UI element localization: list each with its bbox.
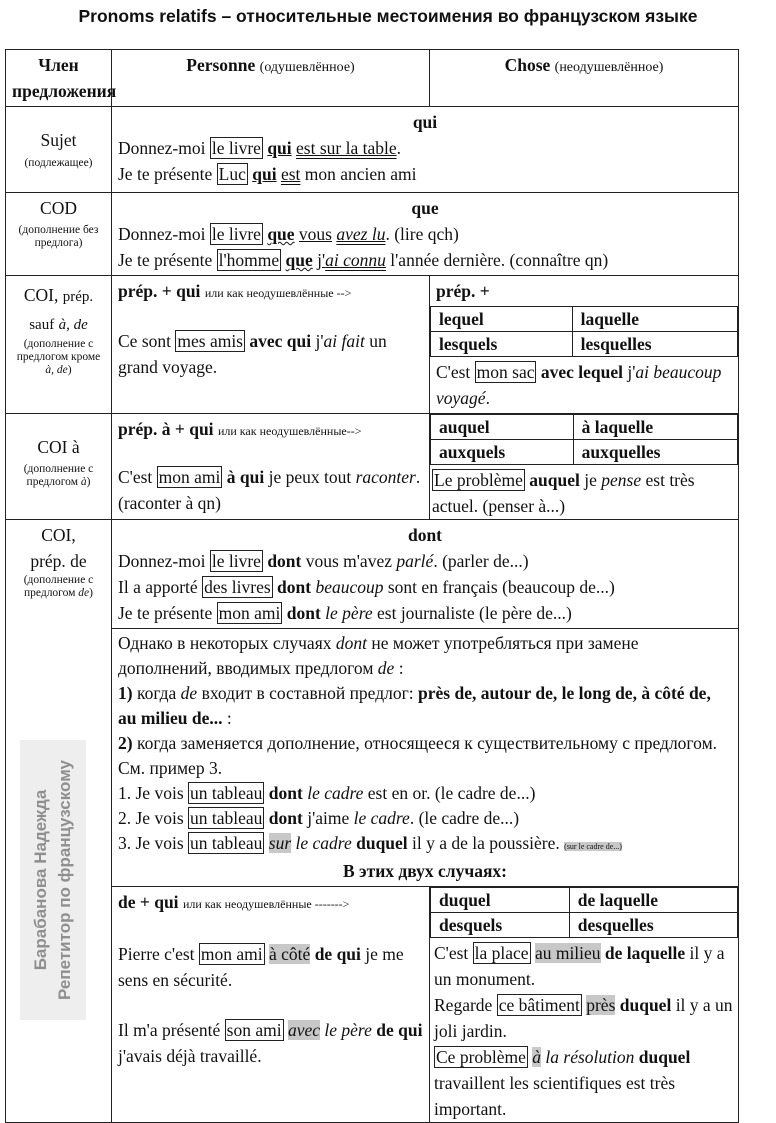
header-chose: Chose (неодушевлённое) — [430, 50, 739, 107]
coi-prep-example: Ce sont mes amis avec qui j'ai fait un grand voyage. — [118, 331, 387, 377]
duquel-example-3: Ce problème à la résolution duquel travaillent les scientifiques est très important. — [434, 1047, 691, 1119]
header-member: Член предложения — [6, 50, 112, 107]
de-qui-example-1: Pierre c'est mon ami à côté de qui je me sens en sécurité. — [118, 944, 404, 990]
numbered-example-1: 1. Je vois un tableau dont le cadre est en or. (le cadre de...) — [118, 783, 536, 803]
sujet-example-2: Je te présente Luc qui est mon ancien ami — [118, 164, 417, 184]
duquel-forms-table: duquel de laquelle desquels desquelles — [430, 887, 738, 938]
exception-case-1: 1) когда de входит в составной предлог: près de, autour de, le long de, à côté de, au milieu de... : — [118, 683, 711, 728]
cod-example-2: Je te présente l'homme que j'ai connu l'année dernière. (connaître qn) — [118, 250, 609, 270]
author-watermark: Барабанова Надежда Репетитор по французскому — [31, 759, 74, 1001]
coi-prep-personne: prép. + qui или как неодушевлённые --> Ce sont mes amis avec qui j'ai fait un grand voyage. — [112, 276, 430, 414]
row-de-qui — [6, 887, 739, 1123]
coi-prep-chose-example: C'est mon sac avec lequel j'ai beaucoup voyagé. — [436, 362, 722, 408]
row-cod — [6, 193, 739, 276]
label-coi-prep: COI, prép. sauf à, de (дополнение с предлогом кроме à, de) — [6, 276, 112, 414]
dont-example-2: Il a apporté des livres dont beaucoup sont en français (beaucoup de...) — [118, 577, 615, 597]
auquel-forms-table: auquel à laquelle auxquels auxquelles — [430, 414, 738, 465]
de-qui-example-2: Il m'a présenté son ami avec le père de qui j'avais déjà travaillé. — [118, 1020, 423, 1066]
dont-example-1: Donnez-moi le livre dont vous m'avez parlé. (parler de...) — [118, 551, 529, 571]
label-cod: COD (дополнение без предлога) — [6, 193, 112, 276]
row-dont-exceptions — [6, 629, 739, 887]
label-sujet: Sujet (подлежащее) — [6, 107, 112, 193]
duquel-chose — [430, 887, 739, 1123]
pronoun-que: que — [411, 198, 439, 218]
coi-prep-chose: prép. + lequel laquelle lesquels lesquelles C'est mon sac avec lequel j'ai beaucoup voyagé. — [430, 276, 739, 414]
coi-a-example: C'est mon ami à qui je peux tout raconter. (raconter à qn) — [118, 467, 421, 513]
sujet-content — [112, 107, 739, 193]
duquel-example-2: Regarde ce bâtiment près duquel il y a un joli jardin. — [434, 995, 733, 1041]
label-coi-de: COI, prép. de (дополнение с предлогом de) — [6, 520, 112, 1123]
pronoun-qui: qui — [412, 112, 438, 132]
sujet-example-1: Donnez-moi le livre qui est sur la table. — [118, 138, 401, 158]
coi-a-chose — [430, 414, 739, 520]
exception-case-2: 2) когда заменяется дополнение, относящееся к существительному с предлогом. См. пример 3. — [118, 733, 718, 778]
duquel-example-1: C'est la place au milieu de laquelle il y a un monument. — [434, 943, 725, 989]
cod-example-1: Donnez-moi le livre que vous avez lu. (lire qch) — [118, 224, 459, 244]
row-coi-prep — [6, 276, 739, 414]
coi-de-dont — [112, 520, 739, 629]
relative-pronouns-table — [5, 49, 739, 1123]
cod-content — [112, 193, 739, 276]
exception-intro: Однако в некоторых случаях dont не может употребляться при замене дополнений, вводимых предлогом de : — [118, 633, 639, 678]
row-sujet — [6, 107, 739, 193]
pronoun-dont: dont — [407, 525, 443, 545]
dont-exceptions — [112, 629, 739, 887]
row-coi-a — [6, 414, 739, 520]
coi-a-personne: prép. à + qui или как неодушевлённые--> C'est mon ami à qui je peux tout raconter. (raconter à qn) — [112, 414, 430, 520]
label-coi-a: COI à (дополнение с предлогом à) — [6, 414, 112, 520]
dont-example-3: Je te présente mon ami dont le père est journaliste (le père de...) — [118, 603, 572, 623]
coi-a-chose-example: Le problème auquel je pense est très actuel. (penser à...) — [432, 470, 695, 516]
in-these-cases: В этих двух случаях: — [343, 861, 507, 881]
numbered-example-3: 3. Je vois un tableau sur le cadre duquel il y a de la poussière. (sur le cadre de...) — [118, 833, 622, 853]
de-qui-personne: de + qui или как неодушевлённые -------> Pierre c'est mon ami à côté de qui je me sens en sécurité. Il m'a présenté son ami avec le père de qui j'avais déjà travaillé. — [112, 887, 430, 1123]
row-coi-de — [6, 520, 739, 629]
numbered-example-2: 2. Je vois un tableau dont j'aime le cadre. (le cadre de...) — [118, 808, 520, 828]
header-row — [6, 50, 739, 107]
lequel-forms-table: lequel laquelle lesquels lesquelles — [430, 306, 738, 357]
page-title: Pronoms relatifs – относительные местоимения во французском языке — [78, 6, 698, 26]
header-personne: Personne (одушевлённое) — [112, 50, 430, 107]
